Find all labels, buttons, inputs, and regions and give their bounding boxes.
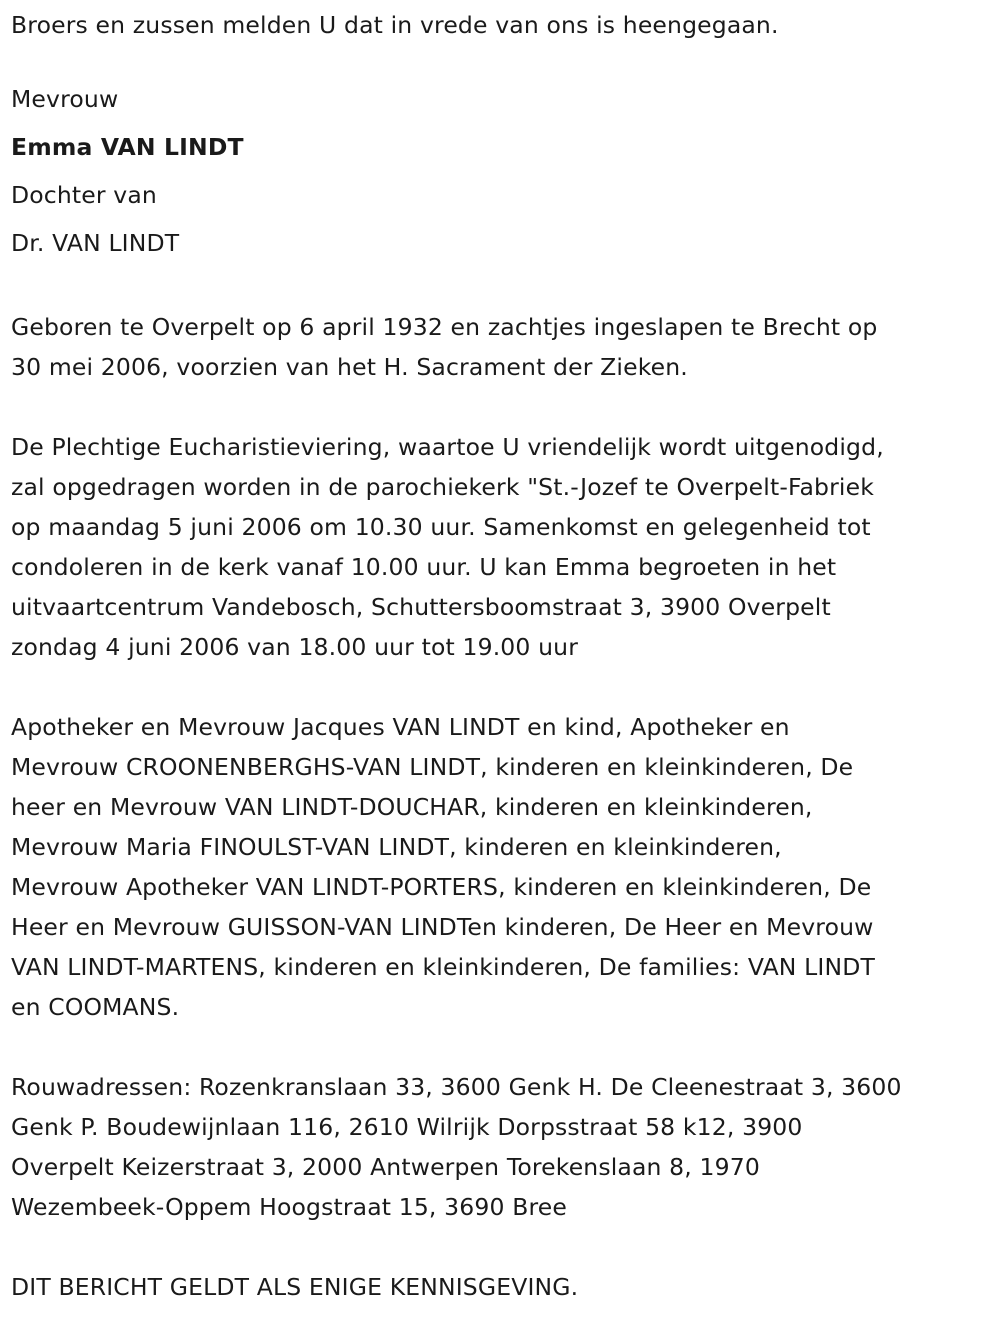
paragraph-line: condoleren in de kerk vanaf 10.00 uur. U kan Emma begroeten in het (11, 553, 837, 581)
paragraph-line: Wezembeek-Oppem Hoogstraat 15, 3690 Bree (11, 1193, 567, 1221)
paragraph-line: De Plechtige Eucharistieviering, waartoe U vriendelijk wordt uitgenodigd, (11, 433, 884, 461)
paragraph-line: Apotheker en Mevrouw Jacques VAN LINDT en kind, Apotheker en (11, 713, 790, 741)
salutation: Mevrouw (11, 85, 119, 113)
closing-paragraph (11, 1267, 993, 1307)
paragraph-line: op maandag 5 juni 2006 om 10.30 uur. Samenkomst en gelegenheid tot (11, 513, 871, 541)
family-paragraph (11, 707, 993, 1027)
intro-text: Broers en zussen melden U dat in vrede van ons is heengegaan. (11, 11, 779, 39)
paragraph-line: heer en Mevrouw VAN LINDT-DOUCHAR, kinderen en kleinkinderen, (11, 793, 813, 821)
relation-line-1: Dochter van (11, 181, 157, 209)
paragraph-line: Rouwadressen: Rozenkranslaan 33, 3600 Genk H. De Cleenestraat 3, 3600 (11, 1073, 902, 1101)
paragraph-line: zal opgedragen worden in de parochiekerk "St.-Jozef te Overpelt-Fabriek (11, 473, 874, 501)
closing-text: DIT BERICHT GELDT ALS ENIGE KENNISGEVING. (11, 1273, 579, 1301)
paragraph-line: Genk P. Boudewijnlaan 116, 2610 Wilrijk Dorpsstraat 58 k12, 3900 (11, 1113, 803, 1141)
paragraph-line: Mevrouw CROONENBERGHS-VAN LINDT, kinderen en kleinkinderen, De (11, 753, 854, 781)
paragraph-line: Overpelt Keizerstraat 3, 2000 Antwerpen Torekenslaan 8, 1970 (11, 1153, 760, 1181)
paragraph-line: 30 mei 2006, voorzien van het H. Sacrament der Zieken. (11, 353, 688, 381)
addresses-paragraph (11, 1067, 993, 1227)
paragraph-line: Mevrouw Maria FINOULST-VAN LINDT, kinderen en kleinkinderen, (11, 833, 782, 861)
paragraph-line: VAN LINDT-MARTENS, kinderen en kleinkinderen, De families: VAN LINDT (11, 953, 875, 981)
obituary-notice (11, 0, 993, 1307)
birth-death-paragraph (11, 307, 993, 387)
paragraph-line: uitvaartcentrum Vandebosch, Schuttersboomstraat 3, 3900 Overpelt (11, 593, 831, 621)
paragraph-line: Geboren te Overpelt op 6 april 1932 en zachtjes ingeslapen te Brecht op (11, 313, 878, 341)
deceased-name: Emma VAN LINDT (11, 133, 244, 161)
service-paragraph (11, 427, 993, 667)
paragraph-line: Heer en Mevrouw GUISSON-VAN LINDTen kinderen, De Heer en Mevrouw (11, 913, 874, 941)
relation-line-2: Dr. VAN LINDT (11, 229, 180, 257)
deceased-block (11, 75, 993, 267)
paragraph-line: en COOMANS. (11, 993, 180, 1021)
paragraph-line: Mevrouw Apotheker VAN LINDT-PORTERS, kinderen en kleinkinderen, De (11, 873, 872, 901)
paragraph-line: zondag 4 juni 2006 van 18.00 uur tot 19.00 uur (11, 633, 579, 661)
